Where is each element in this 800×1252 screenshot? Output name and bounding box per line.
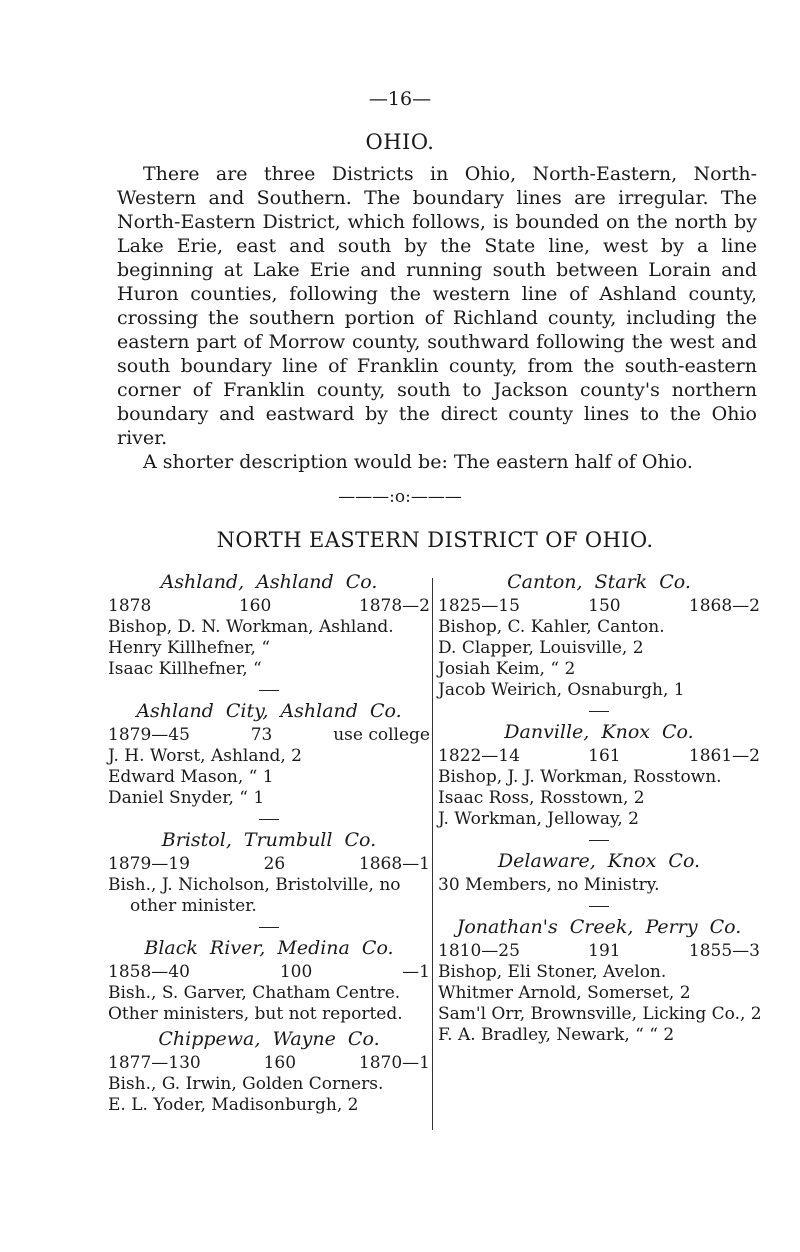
- minister-line: Daniel Snyder, “ 1: [108, 788, 265, 808]
- stat-value: 191: [588, 941, 621, 961]
- church-stats: [108, 725, 430, 746]
- church-stats: [438, 596, 760, 617]
- minister-line: 30 Members, no Ministry.: [438, 875, 660, 895]
- stat-value: 1878: [108, 596, 152, 616]
- stat-value: 161: [588, 746, 621, 766]
- entry-separator: [259, 927, 279, 928]
- church-name: Black River, Medina Co.: [144, 937, 394, 959]
- minister-line: Bish., J. Nicholson, Bristolville, no: [108, 875, 401, 895]
- minister-line: Bishop, J. J. Workman, Rosstown.: [438, 767, 722, 787]
- stat-value: 1879—45: [108, 725, 190, 745]
- church-entry: [438, 722, 760, 830]
- minister-line: Bish., S. Garver, Chatham Centre.: [108, 983, 401, 1003]
- church-entry: [108, 572, 430, 680]
- minister-line: Henry Killhefner, “: [108, 638, 271, 658]
- minister-line: Bish., G. Irwin, Golden Corners.: [108, 1074, 384, 1094]
- minister-line: Sam'l Orr, Brownsville, Licking Co., 2: [438, 1004, 762, 1024]
- right-column: [438, 572, 760, 1050]
- entry-separator: [589, 840, 609, 841]
- stat-value: 26: [263, 854, 286, 874]
- stat-value: use college: [333, 725, 430, 745]
- church-stats: [108, 962, 430, 983]
- stat-value: 1858—40: [108, 962, 190, 982]
- state-title: OHIO.: [365, 130, 435, 154]
- minister-line: Isaac Killhefner, “: [108, 659, 262, 679]
- stat-value: 1825—15: [438, 596, 520, 616]
- church-entry: [108, 1029, 430, 1116]
- column-rule: [432, 578, 433, 1130]
- stat-value: 1855—3: [688, 941, 760, 961]
- stat-value: 1822—14: [438, 746, 520, 766]
- entry-separator: [259, 690, 279, 691]
- minister-line: E. L. Yoder, Madisonburgh, 2: [108, 1095, 359, 1115]
- minister-line: Bishop, Eli Stoner, Avelon.: [438, 962, 667, 982]
- church-entry: [438, 572, 760, 701]
- church-stats: [108, 854, 430, 875]
- church-name: Bristol, Trumbull Co.: [161, 829, 377, 851]
- church-name: Canton, Stark Co.: [507, 571, 691, 593]
- stat-value: 1868—1: [358, 854, 430, 874]
- stat-value: 1810—25: [438, 941, 520, 961]
- minister-line: Josiah Keim, “ 2: [438, 659, 576, 679]
- minister-line: Bishop, D. N. Workman, Ashland.: [108, 617, 394, 637]
- stat-value: 160: [263, 1053, 297, 1073]
- section-title: NORTH EASTERN DISTRICT OF OHIO.: [216, 528, 654, 552]
- minister-line: Whitmer Arnold, Somerset, 2: [438, 983, 691, 1003]
- stat-value: 100: [279, 962, 313, 982]
- church-name: Jonathan's Creek, Perry Co.: [456, 916, 742, 938]
- stat-value: 150: [588, 596, 621, 616]
- stat-value: 1861—2: [688, 746, 760, 766]
- stat-value: 1870—1: [358, 1053, 430, 1073]
- church-entry: [108, 701, 430, 809]
- minister-line: Bishop, C. Kahler, Canton.: [438, 617, 665, 637]
- stat-value: 1877—130: [108, 1053, 201, 1073]
- minister-line: other minister.: [130, 896, 257, 916]
- left-column: [108, 572, 430, 1120]
- entry-separator: [589, 906, 609, 907]
- minister-line: Edward Mason, “ 1: [108, 767, 274, 787]
- church-name: Delaware, Knox Co.: [497, 850, 701, 872]
- minister-line: J. Workman, Jelloway, 2: [438, 809, 639, 829]
- stat-value: 1878—2: [358, 596, 430, 616]
- page-number: —16—: [368, 88, 432, 110]
- minister-line: F. A. Bradley, Newark, “ “ 2: [438, 1025, 675, 1045]
- stat-value: 1868—2: [688, 596, 760, 616]
- entry-separator: [589, 711, 609, 712]
- stat-value: 1879—19: [108, 854, 190, 874]
- church-stats: [438, 746, 760, 767]
- church-entry: [108, 938, 430, 1025]
- church-name: Danville, Knox Co.: [504, 721, 694, 743]
- stat-value: —1: [402, 962, 430, 982]
- intro-paragraph: A shorter description would be: The eastern half of Ohio.: [143, 451, 693, 473]
- stat-value: 73: [250, 725, 273, 745]
- church-entry: [108, 830, 430, 917]
- ornamental-divider: ———:o:———: [338, 487, 462, 507]
- minister-line: Other ministers, but not reported.: [108, 1004, 403, 1024]
- church-stats: [438, 941, 760, 962]
- church-entry: [438, 851, 760, 896]
- church-name: Ashland, Ashland Co.: [160, 571, 378, 593]
- church-stats: [108, 596, 430, 617]
- church-entry: [438, 917, 760, 1046]
- minister-line: D. Clapper, Louisville, 2: [438, 638, 644, 658]
- church-stats: [108, 1053, 430, 1074]
- intro-paragraph: There are three Districts in Ohio, North-Eastern, North-Western and Southern. The boundary lines are irregular. The North-Eastern District, which follows, is bounded on the north by Lake Erie, east and south by the State line, west by a line beginning at Lake Erie and running south between Lorain and Huron counties, following the western line of Ashland county, crossing the southern portion of Richland county, including the eastern part of Morrow county, southward following the west and south boundary line of Franklin county, from the south-eastern corner of Franklin county, south to Jackson county's northern boundary and eastward by the direct county lines to the Ohio river.: [117, 163, 757, 449]
- church-name: Chippewa, Wayne Co.: [158, 1028, 380, 1050]
- minister-line: J. H. Worst, Ashland, 2: [108, 746, 302, 766]
- minister-line: Isaac Ross, Rosstown, 2: [438, 788, 645, 808]
- church-name: Ashland City, Ashland Co.: [136, 700, 402, 722]
- intro-text: [117, 162, 757, 474]
- entry-separator: [259, 819, 279, 820]
- minister-line: Jacob Weirich, Osnaburgh, 1: [438, 680, 685, 700]
- stat-value: 160: [238, 596, 272, 616]
